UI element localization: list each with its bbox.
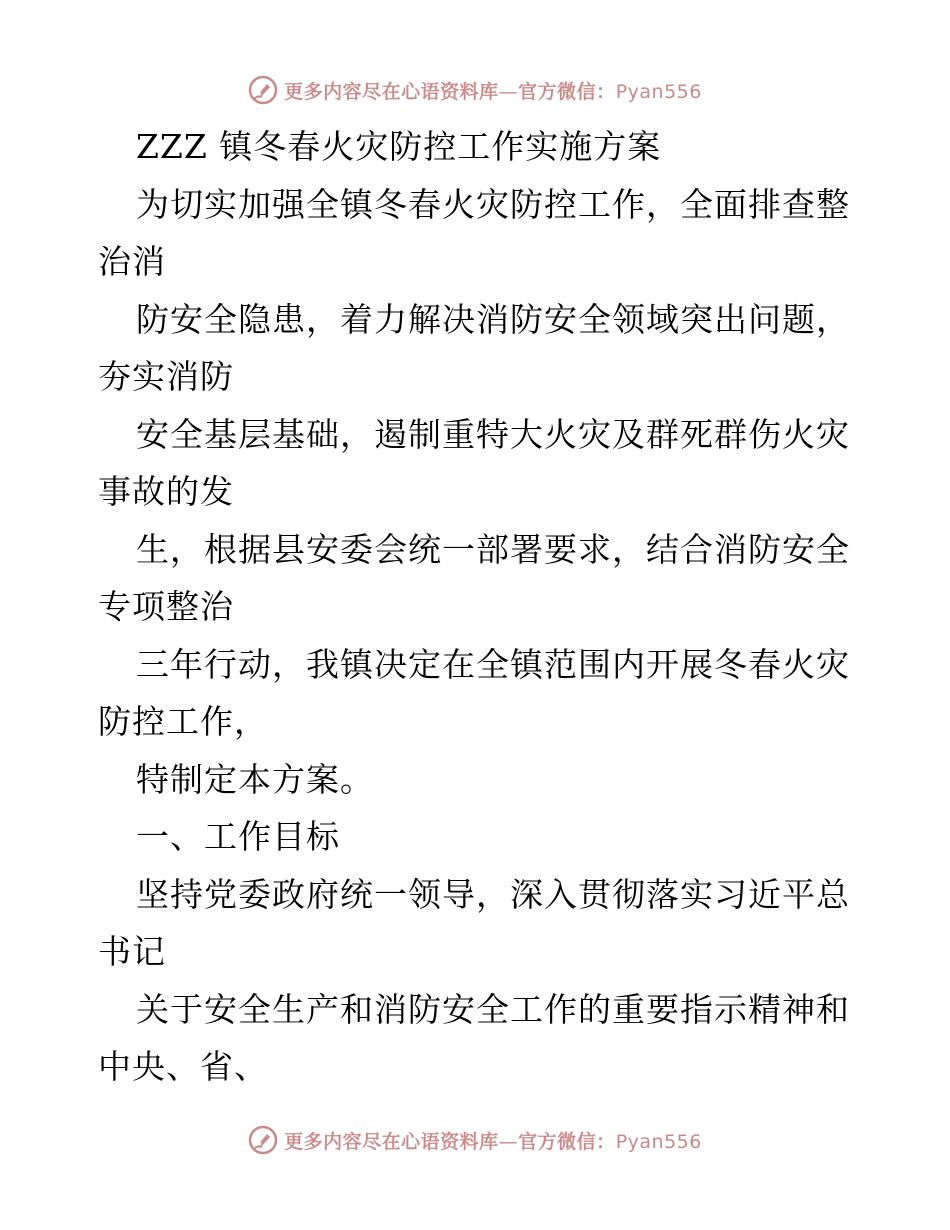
paragraph-line: 事故的发 xyxy=(98,472,234,511)
paragraph-line: 书记 xyxy=(98,932,166,971)
watermark-text: 更多内容尽在心语资料库—官方微信：Pyan556 xyxy=(284,80,702,103)
paragraph-line: 专项整治 xyxy=(98,587,234,626)
section-heading: 一、工作目标 xyxy=(136,817,340,856)
pen-nib-icon xyxy=(248,1125,278,1155)
paragraph-line: 坚持党委政府统一领导，深入贯彻落实习近平总 xyxy=(136,874,850,914)
watermark-text: 更多内容尽在心语资料库—官方微信：Pyan556 xyxy=(284,1130,702,1153)
footer-watermark xyxy=(0,1122,950,1158)
paragraph-line: 中央、省、 xyxy=(98,1047,268,1086)
pen-nib-icon xyxy=(248,75,278,105)
paragraph-line: 为切实加强全镇冬春火灾防控工作，全面排查整 xyxy=(136,184,850,224)
header-watermark xyxy=(0,72,950,108)
paragraph-line: 防安全隐患，着力解决消防安全领域突出问题， xyxy=(136,299,850,339)
document-title: ZZZ 镇冬春火灾防控工作实施方案 xyxy=(136,127,662,166)
paragraph-line: 防控工作， xyxy=(98,702,268,741)
paragraph-line: 生，根据县安委会统一部署要求，结合消防安全 xyxy=(136,529,850,569)
paragraph-line: 安全基层基础，遏制重特大火灾及群死群伤火灾 xyxy=(136,414,850,454)
paragraph-line: 关于安全生产和消防安全工作的重要指示精神和 xyxy=(136,989,850,1029)
paragraph-line: 治消 xyxy=(98,242,166,281)
paragraph-line: 三年行动，我镇决定在全镇范围内开展冬春火灾 xyxy=(136,644,850,684)
document-body xyxy=(98,118,858,1096)
paragraph-line: 特制定本方案。 xyxy=(136,759,374,799)
paragraph-line: 夯实消防 xyxy=(98,357,234,396)
